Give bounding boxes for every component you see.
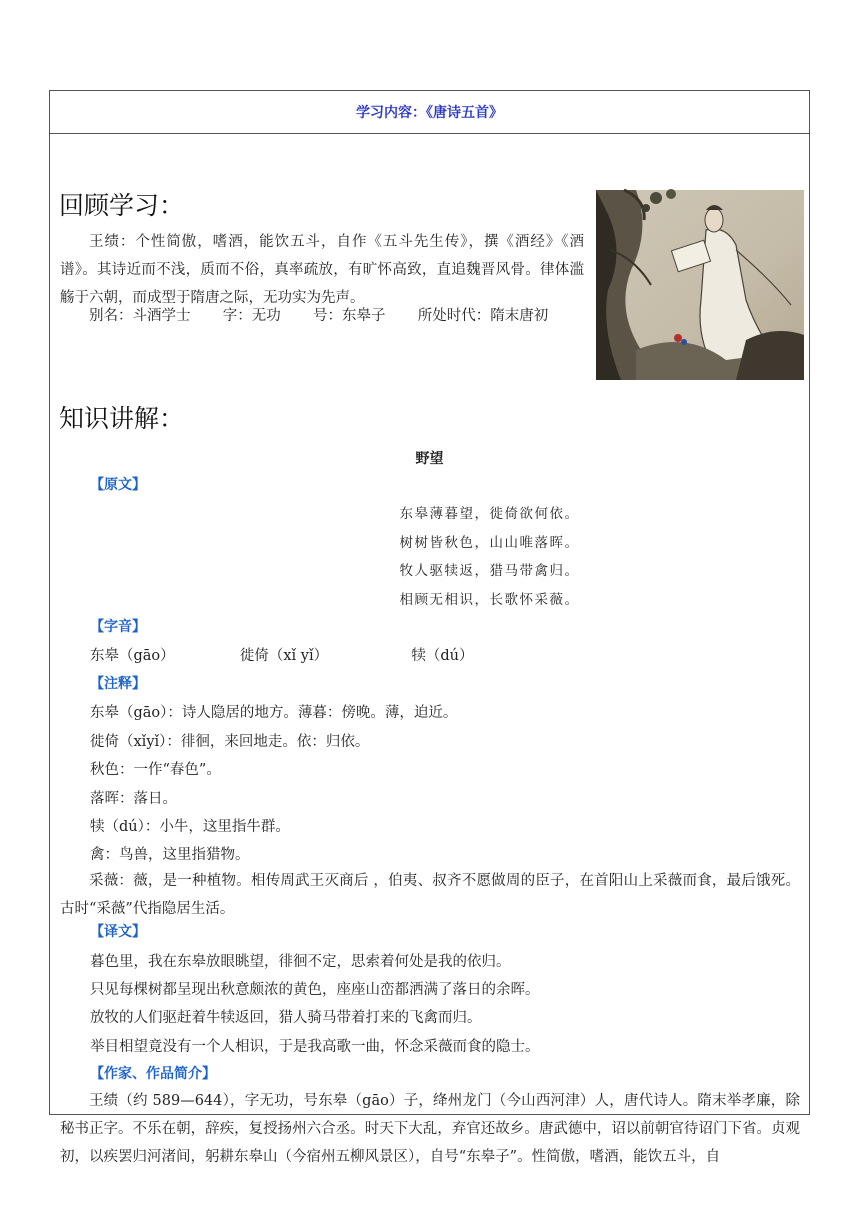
knowledge-heading: 知识讲解： xyxy=(59,404,185,433)
document-frame xyxy=(49,90,810,1165)
note-item: 采薇：薇，是一种植物。相传周武王灭商后 ，伯夷、叔齐不愿做周的臣子，在首阳山上采薇而食，最后饿死。古时“采薇”代指隐居生活。 xyxy=(60,873,800,917)
section-pronunciation: 【字音】 xyxy=(90,619,146,635)
alias-text: 别名：斗酒学士 xyxy=(89,308,191,324)
review-heading: 回顾学习： xyxy=(59,191,185,220)
note-item: 落晖：落日。 xyxy=(90,791,177,807)
translation-line: 暮色里，我在东皋放眼眺望，徘徊不定，思索着何处是我的依归。 xyxy=(90,954,511,970)
note-item: 秋色：一作“春色”。 xyxy=(90,762,221,778)
section-author: 【作家、作品简介】 xyxy=(90,1066,216,1082)
pronunciation-row xyxy=(90,644,473,665)
pronunciation-item: 东皋（gāo） xyxy=(90,648,175,664)
pronunciation-item: 徙倚（xǐ yǐ） xyxy=(239,648,329,664)
poem-line: 相顾无相识，长歌怀采薇。 xyxy=(399,592,580,608)
author-intro: 王绩（约 589—644），字无功，号东皋（gāo）子，绛州龙门（今山西河津）人，唐代诗人。隋末举孝廉，除秘书正字。不乐在朝，辞疾，复授扬州六合丞。时天下大乱，弃官还故乡。唐武德中，诏以前朝官待诏门下省。贞观初，以疾罢归河渚间，躬耕东皋山（今宿州五柳风景区），自号“东皋子”。性简傲，嗜酒，能饮五斗，自 xyxy=(60,1093,800,1165)
note-item: 禽：鸟兽，这里指猎物。 xyxy=(90,847,250,863)
note-item: 东皋（gāo）：诗人隐居的地方。薄暮：傍晚。薄，迫近。 xyxy=(90,705,458,721)
poem-title: 野望 xyxy=(415,451,444,467)
author-bio: 王绩：个性简傲，嗜酒，能饮五斗，自作《五斗先生传》，撰《酒经》《酒谱》。其诗近而不浅，质而不俗，真率疏放，有旷怀高致，直追魏晋风骨。律体滥觞于六朝，而成型于隋唐之际，无功实为先声。 xyxy=(60,234,584,306)
lesson-title: 学习内容：《唐诗五首》 xyxy=(50,91,809,134)
poem-line: 东皋薄暮望，徙倚欲何依。 xyxy=(399,506,580,522)
translation-line: 放牧的人们驱赶着牛犊返回，猎人骑马带着打来的飞禽而归。 xyxy=(90,1010,482,1026)
portrait-image xyxy=(596,190,804,380)
section-translation: 【译文】 xyxy=(90,924,146,940)
section-original: 【原文】 xyxy=(90,477,146,493)
note-item: 徙倚（xǐyǐ）：徘徊，来回地走。依：归依。 xyxy=(90,734,370,750)
section-notes: 【注释】 xyxy=(90,676,146,692)
note-item: 犊（dú）：小牛，这里指牛群。 xyxy=(90,819,290,835)
era-text: 所处时代：隋末唐初 xyxy=(417,308,549,324)
courtesy-name-text: 字：无功 xyxy=(222,308,281,324)
poem-line: 树树皆秋色，山山唯落晖。 xyxy=(399,535,580,551)
translation-line: 举目相望竟没有一个人相识，于是我高歌一曲，怀念采薇而食的隐士。 xyxy=(90,1039,540,1055)
poem-line: 牧人驱犊返，猎马带禽归。 xyxy=(399,563,580,579)
translation-line: 只见每棵树都呈现出秋意颇浓的黄色，座座山峦都洒满了落日的余晖。 xyxy=(90,982,540,998)
pseudonym-text: 号：东皋子 xyxy=(313,308,386,324)
pronunciation-item: 犊（dú） xyxy=(411,648,474,664)
author-meta xyxy=(89,304,548,325)
